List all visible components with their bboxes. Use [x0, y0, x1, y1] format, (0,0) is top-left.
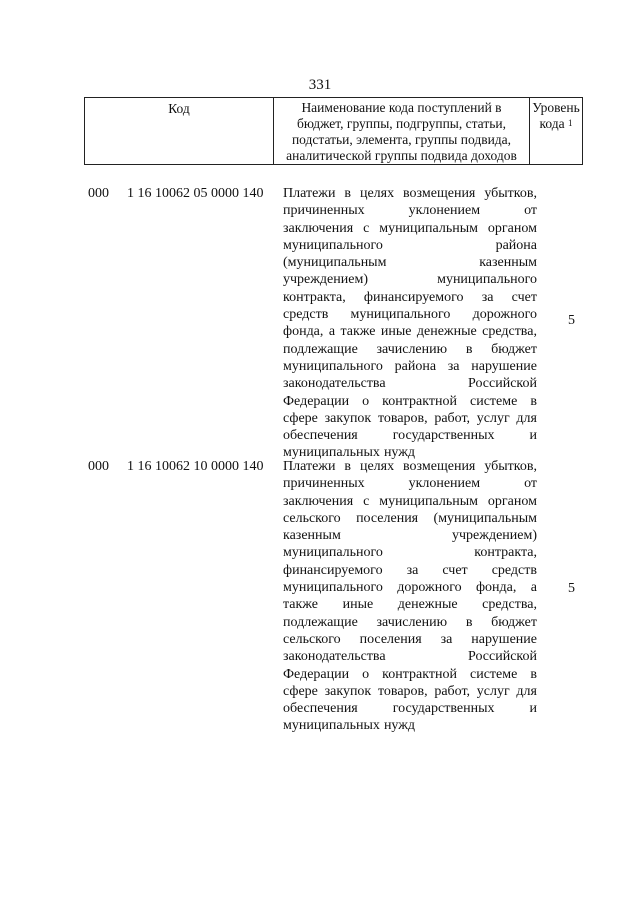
description-line: муниципального контракта, [283, 545, 537, 561]
header-code-cell [85, 98, 274, 165]
description-line: муниципального района [283, 237, 537, 253]
header-name-cell [274, 98, 530, 165]
row-code: 1 16 10062 10 0000 140 [127, 459, 264, 474]
description-line: Федерации о контрактной системе в [283, 666, 537, 682]
description-line: финансируемого за счет средств [283, 562, 537, 578]
header-name-line: Наименование кода поступлений в [301, 100, 502, 115]
description-line: средств муниципального дорожного [283, 307, 537, 323]
row-code: 1 16 10062 05 0000 140 [127, 186, 264, 201]
description-line: контракта, финансируемого за счет [283, 289, 537, 305]
description-line: заключения с муниципальным органом [283, 493, 537, 509]
description-line: фонда, а также иные денежные средства, [283, 324, 537, 340]
description-line: законодательства Российской [283, 376, 537, 392]
description-line: Федерации о контрактной системе в [283, 393, 537, 409]
description-line: обеспечения государственных и [283, 701, 537, 717]
row-level: 5 [568, 313, 575, 328]
description-line: причиненных уклонением от [283, 203, 537, 219]
description-line: подлежащие зачислению в бюджет [283, 341, 537, 357]
description-line: заключения с муниципальным органом [283, 220, 537, 236]
row-level: 5 [568, 581, 575, 596]
header-level-label: кода [539, 116, 565, 131]
header-name-line: бюджет, группы, подгруппы, статьи, [297, 116, 506, 131]
description-line: муниципальных нужд [283, 445, 416, 461]
description-line: сфере закупок товаров, работ, услуг для [283, 410, 537, 426]
description-line: казенным учреждением) [283, 528, 537, 544]
description-line: муниципального района за нарушение [283, 358, 537, 374]
table-header [84, 97, 583, 165]
header-name-line: подстатьи, элемента, группы подвида, [291, 132, 512, 147]
description-line: (муниципальным казенным [283, 255, 537, 271]
description-line: муниципальных нужд [283, 718, 416, 734]
row-description [283, 458, 537, 735]
header-name-line: аналитической группы подвида доходов [286, 148, 517, 163]
description-line: учреждением) муниципального [283, 272, 537, 288]
header-code-label: Код [168, 101, 190, 116]
description-line: также иные денежные средства, [283, 597, 537, 613]
description-line: обеспечения государственных и [283, 428, 537, 444]
row-prefix: 000 [88, 459, 109, 474]
description-line: подлежащие зачислению в бюджет [283, 614, 537, 630]
description-line: Платежи в целях возмещения убытков, [283, 186, 537, 201]
description-line: муниципального дорожного фонда, а [283, 580, 537, 596]
header-level-cell [530, 98, 583, 165]
header-level-line1: Уровень [532, 100, 580, 115]
description-line: сельского поселения за нарушение [283, 631, 537, 647]
description-line: сельского поселения (муниципальным [283, 510, 537, 526]
header-level-line2 [530, 116, 582, 132]
description-line: Платежи в целях возмещения убытков, [283, 459, 537, 474]
row-description [283, 185, 537, 462]
description-line: причиненных уклонением от [283, 476, 537, 492]
description-line: сфере закупок товаров, работ, услуг для [283, 683, 537, 699]
header-level-footnote: 1 [567, 118, 573, 128]
page-number: 331 [308, 77, 332, 93]
description-line: законодательства Российской [283, 649, 537, 665]
row-prefix: 000 [88, 186, 109, 201]
